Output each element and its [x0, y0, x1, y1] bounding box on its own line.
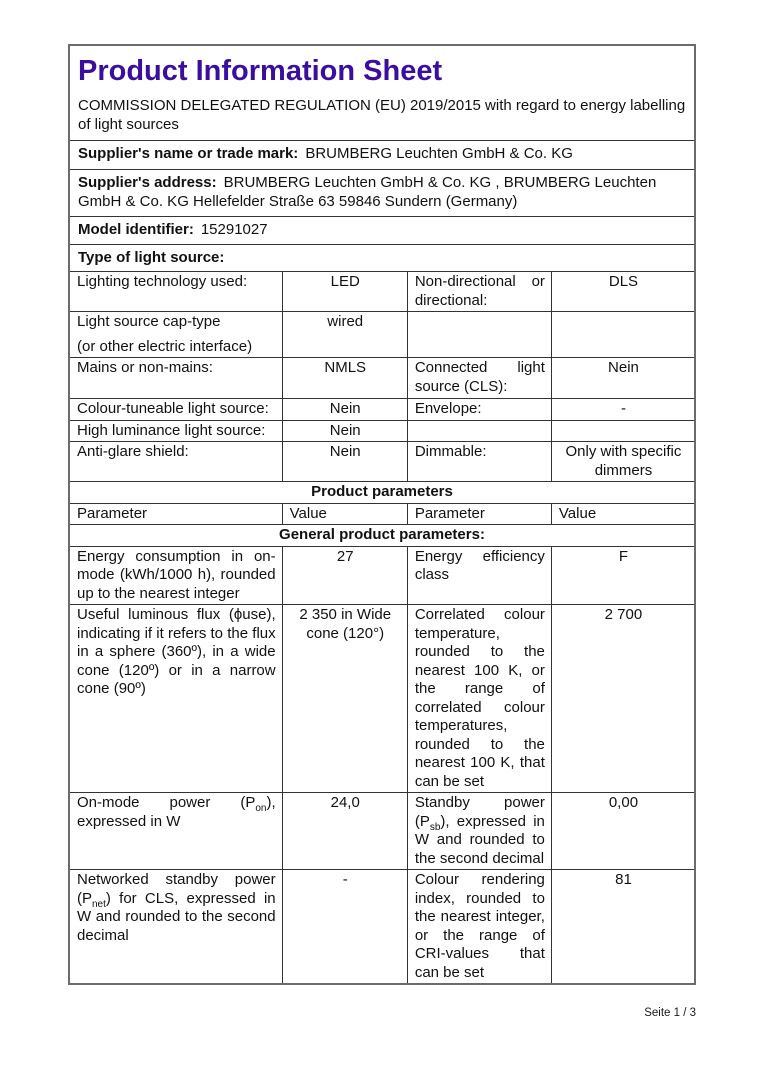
page-number: Seite 1 / 3 [644, 1007, 696, 1019]
supplier-name-row [70, 141, 694, 170]
column-header: Parameter [70, 504, 283, 525]
param-label: Envelope: [408, 399, 552, 420]
param-value: NMLS [283, 358, 408, 398]
section-header-general-product-parameters: General product parameters: [70, 525, 694, 547]
param-label: Dimmable: [408, 442, 552, 481]
param-label: Lighting technology used: [70, 272, 283, 311]
param-label: Energy efficiency class [408, 547, 552, 605]
param-value: wired [283, 312, 408, 357]
cap-type-line2: (or other electric interface) [77, 337, 253, 355]
param-label: Non-directional or directional: [408, 272, 552, 311]
param-value: DLS [608, 273, 639, 290]
table-row [70, 358, 694, 399]
supplier-address-label: Supplier's address: [78, 174, 217, 191]
param-value: - [283, 870, 408, 983]
param-label [70, 312, 283, 357]
param-value: Nein [608, 359, 639, 376]
table-row [70, 399, 694, 421]
param-value: Nein [283, 442, 408, 481]
table-row [70, 442, 694, 482]
column-header: Parameter [408, 504, 552, 525]
param-label: Mains or non-mains: [70, 358, 283, 398]
subscript: sb [429, 821, 441, 833]
empty-cell [408, 312, 552, 357]
table-row [70, 605, 694, 793]
param-label: Connected light source (CLS): [408, 358, 552, 398]
section-header-product-parameters: Product parameters [70, 482, 694, 504]
param-value: Nein [283, 399, 408, 420]
table-row [70, 272, 694, 312]
supplier-address-row [70, 170, 694, 217]
type-of-light-source-row: Type of light source: [70, 245, 694, 273]
table-row [70, 312, 694, 358]
supplier-name-value: BRUMBERG Leuchten GmbH & Co. KG [305, 145, 573, 162]
param-label: On-mode power $(P_{on})$, expressed in W [70, 793, 283, 869]
param-label: Colour rendering index, rounded to the nearest integer, or the range of CRI-values that can be set [408, 870, 552, 983]
supplier-name-label: Supplier's name or trade mark: [78, 145, 299, 162]
model-identifier-row [70, 217, 694, 245]
document-header [70, 46, 694, 141]
param-label: Anti-glare shield: [70, 442, 283, 481]
empty-cell [552, 312, 694, 357]
param-value: 81 [615, 871, 632, 888]
table-row [70, 793, 694, 870]
param-value: - [620, 400, 626, 417]
table-row [70, 547, 694, 606]
param-value: 0,00 [608, 794, 639, 811]
table-row [70, 421, 694, 443]
column-header-row [70, 504, 694, 526]
param-value: Only with specific dimmers [565, 443, 682, 479]
param-value: 2 700 [604, 606, 643, 623]
param-label: Colour-tuneable light source: [70, 399, 283, 420]
cap-type-line1: Light source cap-type [77, 313, 221, 330]
empty-cell [408, 421, 552, 442]
param-value: LED [283, 272, 408, 311]
product-information-sheet [68, 44, 696, 985]
page-title: Product Information Sheet [78, 55, 443, 87]
param-value: 27 [283, 547, 408, 605]
param-label: Energy consumption in on-mode (kWh/1000 h), rounded up to the nearest integer [70, 547, 283, 605]
param-value: 2 350 in Wide cone (120°) [283, 605, 408, 792]
column-header: Value [283, 504, 408, 525]
param-value: 24,0 [283, 793, 408, 869]
param-label: High luminance light source: [70, 421, 283, 442]
model-identifier-label: Model identifier: [78, 221, 194, 238]
param-label: Useful luminous flux (ϕuse), indicating if it refers to the flux in a sphere (360º), in a wide cone (120º) or in a narrow cone (90º) [70, 605, 283, 792]
param-label: Standby power $(P_{sb})$, expressed in W and rounded to the second decimal [408, 793, 552, 869]
param-label: Correlated colour temperature, rounded to the nearest 100 K, or the range of correlated colour temperatures, rounded to the nearest 100 K, that can be set [408, 605, 552, 792]
subscript: on [255, 803, 267, 814]
column-header: Value [558, 504, 597, 522]
param-value: Nein [283, 421, 408, 442]
regulation-text: COMMISSION DELEGATED REGULATION (EU) 2019/2015 with regard to energy labelling of light sources [78, 97, 686, 133]
subscript: net [92, 898, 106, 910]
param-label: Networked standby power $(P_{net})$ for CLS, expressed in W and rounded to the second decimal [70, 870, 283, 983]
empty-cell [552, 421, 694, 442]
model-identifier-value: 15291027 [200, 221, 268, 238]
supplier-address-value: BRUMBERG Leuchten GmbH & Co. KG , BRUMBERG Leuchten GmbH & Co. KG Hellefelder Straße 63 59846 Sundern (Germany) [78, 174, 657, 210]
param-value: F [618, 547, 629, 565]
table-row [70, 870, 694, 983]
